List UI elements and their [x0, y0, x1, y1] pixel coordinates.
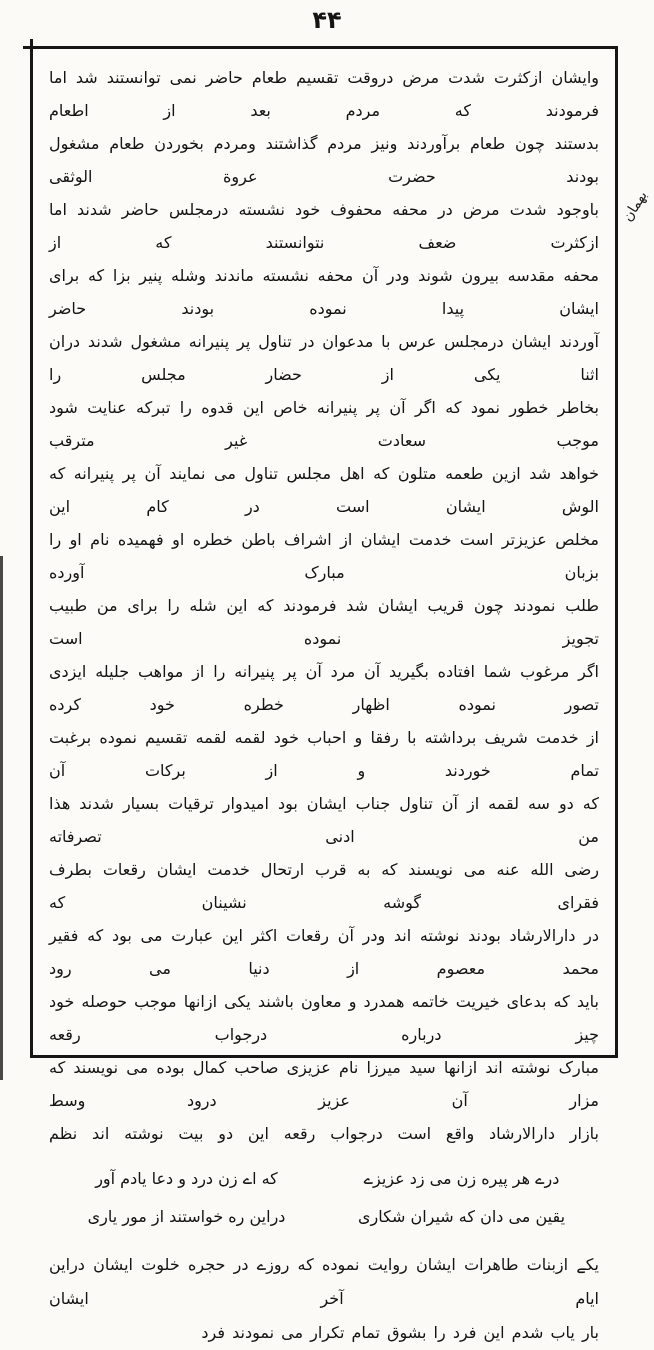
folio-number: ۴۴ — [312, 6, 342, 34]
hemistich-second: دراین ره خواستند از مور یاری — [87, 1207, 286, 1226]
prose-line: آوردند ایشان درمجلس عرس با مدعوان در تناول پر پنیرانه مشغول شدند دران اثنا یکی از حضار مجلس را — [49, 332, 599, 384]
hemistich-first: یقین می دان که شیران شکاری — [357, 1207, 566, 1226]
prose-line: طلب نمودند چون قریب ایشان شد فرمودند که این شله را برای من طبیب تجویز نموده است — [49, 596, 599, 648]
poem-couplet — [77, 1160, 571, 1198]
prose-line: مبارک نوشته اند ازانها سید میرزا نام عزیزی صاحب کمال بوده می نویسند که مزار آن عزیز درود وسط — [49, 1058, 599, 1110]
prose-line: در دارالارشاد بودند نوشته اند ودر آن رقعات اکثر این عبارت می بود که فقیر محمد معصوم از دنیا می رود — [49, 926, 599, 978]
poem-couplet — [77, 1198, 571, 1236]
prose-line: که دو سه لقمه از آن تناول جناب ایشان بود امیدوار ترقیات بسیار شدند هذا من ادنی تصرفاته — [49, 794, 599, 846]
prose-line: بدستند چون طعام برآوردند ونیز مردم گذاشتند ومردم بخوردن طعام مشغول بودند حضرت عروة الوثقی — [49, 134, 599, 186]
page-frame — [30, 46, 618, 1342]
prose-line: بخاطر خطور نمود که اگر آن پر پنیرانه خاص این قدوه را تبرکه عنایت شود موجب سعادت غیر مترقب — [49, 398, 599, 450]
prose-line: محفه مقدسه بیرون شوند ودر آن محفه نشسته ماندند وشله پنیر بزا که برای ایشان پیدا نموده بودند حاضر — [49, 266, 599, 318]
prose-line: باوجود شدت مرض در محفه محفوف خود نشسته درمجلس حاضر شدند اما ازکثرت ضعف نتوانستند که از — [49, 200, 599, 252]
prose-line: خواهد شد ازین طعمه متلون که اهل مجلس تناول می نمایند آن پر پنیرانه که الوش ایشان است در کام این — [49, 464, 599, 516]
prose-line: باید که بدعای خیریت خاتمه همدرد و معاون باشند یکی ازانها موجب حوصله خود چیز درباره درجواب رقعه — [49, 992, 599, 1044]
margin-note: بهمان — [619, 188, 651, 225]
scan-edge-artifact — [0, 556, 3, 1080]
prose-block — [49, 61, 599, 1150]
poem-block — [49, 1160, 599, 1236]
closing-line: بار یاب شدم این فرد را بشوق تمام تکرار می نمودند فرد — [201, 1323, 599, 1342]
hemistich-second: که اے زن درد و دعا یادم آور — [95, 1169, 278, 1188]
prose-line: از خدمت شریف برداشته با رفقا و احباب خود لقمه لقمه تقسیم نموده برغبت تمام خوردند و از برکات آن — [49, 728, 599, 780]
closing-block — [49, 1248, 599, 1350]
prose-line: اگر مرغوب شما افتاده بگیرید آن مرد آن پر پنیرانه را از مواهب جلیله ایزدی تصور نموده اظهار خطره خود کرده — [49, 662, 599, 714]
closing-line: یکے ازبنات طاهرات ایشان روایت نموده که روزے در حجره خلوت ایشان دراین ایام آخر ایشان — [49, 1255, 599, 1308]
hemistich-first: درے هر پیره زن می زد عزیزے — [363, 1169, 560, 1188]
prose-line: رضی الله عنه می نویسند که به قرب ارتحال خدمت ایشان رقعات بطرف فقرای گوشه نشینان که — [49, 860, 599, 912]
prose-line: وایشان ازکثرت شدت مرض دروقت تقسیم طعام حاضر نمی توانستند شد اما فرمودند که مردم بعد از اطعام — [49, 68, 599, 120]
prose-line: بازار دارالارشاد واقع است درجواب رقعه این دو بیت نوشته اند نظم — [49, 1124, 599, 1143]
prose-line: مخلص عزیزتر است خدمت ایشان از اشراف باطن خطره او فهمیده نام او را بزبان مبارک آورده — [49, 530, 599, 582]
